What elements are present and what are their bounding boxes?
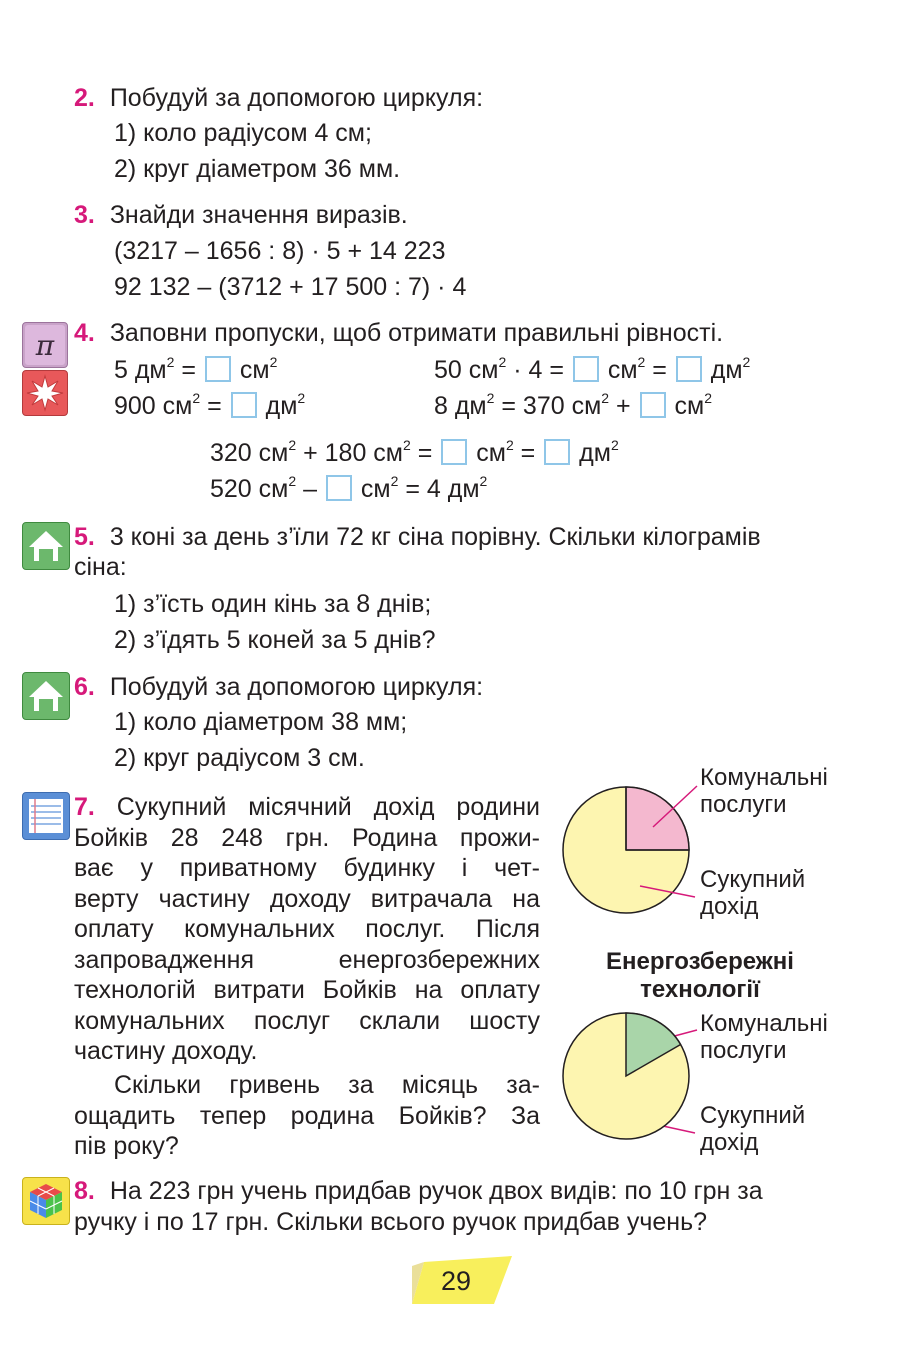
text-span: Сукупний місячний дохід родини (116, 793, 540, 821)
text-line: оплату комунальних послуг. Після (74, 915, 540, 943)
superscript: 2 (498, 354, 507, 370)
superscript: 2 (704, 390, 712, 406)
notebook-icon (22, 792, 70, 840)
eq-part: – (296, 475, 324, 503)
eq-part: = (200, 392, 229, 420)
superscript: 2 (192, 390, 201, 406)
star-burst-icon (22, 370, 68, 416)
expression: (3217 – 1656 : 8) · 5 + 14 223 (114, 237, 446, 265)
pie-chart-before (560, 784, 695, 919)
text-line: технологій витрати Бойків на оплату (74, 976, 540, 1004)
eq-part: 5 дм (114, 356, 167, 384)
task-3-prompt (74, 200, 408, 230)
answer-box[interactable] (326, 475, 352, 501)
svg-text:π: π (35, 329, 55, 362)
task-4-prompt (74, 318, 723, 348)
superscript: 2 (297, 390, 306, 406)
eq-part: 520 см (210, 475, 289, 503)
task-number: 5. (74, 523, 95, 551)
home-icon (22, 522, 70, 570)
label-line: Комунальні (700, 1010, 828, 1037)
answer-box[interactable] (441, 439, 467, 465)
pie-chart-after (560, 1010, 695, 1145)
equation (114, 355, 277, 385)
pie-chart-title (580, 948, 820, 1004)
label-line: послуги (700, 791, 787, 818)
label-line: Сукупний (700, 1102, 806, 1129)
eq-part: = 370 см (494, 392, 602, 420)
task-number: 4. (74, 319, 95, 347)
eq-part: + 180 см (296, 439, 403, 467)
superscript: 2 (742, 354, 751, 370)
eq-part: дм (258, 392, 298, 420)
eq-part: см (667, 392, 705, 420)
expression: 92 132 – (3712 + 17 500 : 7) · 4 (114, 273, 467, 301)
task-text: 3 коні за день з’їли 72 кг сіна порівну. Скільки кілограмів (109, 523, 761, 551)
pie-label-utilities (700, 1010, 828, 1064)
superscript: 2 (288, 473, 297, 489)
eq-part: = 4 дм (398, 475, 480, 503)
eq-part: 50 см (434, 356, 499, 384)
eq-part: дм (703, 356, 743, 384)
eq-part: + (609, 392, 638, 420)
answer-box[interactable] (231, 392, 257, 418)
equation (210, 438, 619, 468)
task-text: Знайди значення виразів. (109, 201, 408, 229)
text-line (74, 792, 540, 823)
superscript: 2 (403, 437, 411, 453)
page-number: 29 (440, 1266, 472, 1296)
superscript: 2 (288, 437, 297, 453)
equation (434, 391, 712, 421)
equation (210, 474, 487, 504)
eq-part: = (174, 356, 203, 384)
answer-box[interactable] (573, 356, 599, 382)
eq-part: = (513, 439, 543, 467)
eq-part: см (469, 439, 506, 467)
task-text: Побудуй за допомогою циркуля: (109, 84, 484, 112)
superscript: 2 (505, 437, 514, 453)
list-item: 1) коло діаметром 38 мм; (114, 708, 408, 736)
text-line: ощадить тепер родина Бойків? За (74, 1101, 540, 1130)
list-item: 2) круг діаметром 36 мм. (114, 155, 401, 183)
text-line: верту частину доходу витрачала на (74, 884, 540, 913)
text-line: пів року? (74, 1132, 179, 1160)
answer-box[interactable] (544, 439, 570, 465)
superscript: 2 (166, 354, 175, 370)
pie-label-utilities (700, 764, 828, 818)
eq-part: 900 см (114, 392, 193, 420)
superscript: 2 (269, 354, 278, 370)
task-number: 6. (74, 673, 95, 701)
superscript: 2 (601, 390, 610, 406)
task-number: 3. (74, 201, 95, 229)
superscript: 2 (479, 473, 488, 489)
answer-box[interactable] (640, 392, 666, 418)
eq-part: см (232, 356, 270, 384)
text-line: комунальних послуг склали шосту (74, 1006, 540, 1035)
text-line: ває у приватному будинку і чет- (74, 854, 540, 882)
answer-box[interactable] (205, 356, 231, 382)
eq-part: см (353, 475, 391, 503)
label-line: дохід (700, 1129, 759, 1156)
eq-part: = (410, 439, 440, 467)
task-5-prompt (74, 522, 761, 552)
pie-slice-utilities (626, 787, 689, 850)
text-line: запровадження енергозбережних (74, 945, 540, 974)
eq-part: · 4 = (506, 356, 571, 384)
task-text: Заповни пропуски, щоб отримати правильні рівності. (109, 319, 724, 347)
task-2-prompt (74, 83, 483, 113)
title-line: Енергозбережні (606, 948, 794, 975)
answer-box[interactable] (676, 356, 702, 382)
task-number: 8. (74, 1177, 95, 1205)
label-line: послуги (700, 1037, 787, 1064)
task-6-prompt (74, 672, 483, 702)
eq-part: = (645, 356, 674, 384)
label-line: дохід (700, 893, 759, 920)
superscript: 2 (637, 354, 646, 370)
equation (434, 355, 750, 385)
task-text-continued: сіна: (74, 553, 127, 581)
pie-label-income (700, 1102, 805, 1156)
list-item: 1) з’їсть один кінь за 8 днів; (114, 590, 432, 618)
superscript: 2 (390, 473, 399, 489)
superscript: 2 (610, 437, 619, 453)
eq-part: 8 дм (434, 392, 487, 420)
equation (114, 391, 305, 421)
pi-icon (22, 322, 68, 368)
text-line: частину доходу. (74, 1037, 258, 1065)
label-line: Сукупний (700, 866, 806, 893)
pie-label-income (700, 866, 805, 920)
eq-part: дм (572, 439, 611, 467)
text-line: Бойків 28 248 грн. Родина прожи- (74, 823, 540, 852)
list-item: 1) коло радіусом 4 см; (114, 119, 372, 147)
task-number: 2. (74, 84, 95, 112)
task-text: На 223 грн учень придбав ручок двох видів: по 10 грн за (109, 1177, 763, 1205)
title-line: технології (640, 976, 760, 1003)
task-number: 7. (74, 793, 95, 821)
task-text-continued: ручку і по 17 грн. Скільки всього ручок придбав учень? (74, 1208, 707, 1236)
eq-part: см (600, 356, 638, 384)
task-text: Побудуй за допомогою циркуля: (109, 673, 484, 701)
task-8-prompt (74, 1176, 763, 1206)
rubik-cube-icon (22, 1177, 70, 1225)
text-line: Скільки гривень за місяць за- (114, 1071, 540, 1099)
task-7-question (74, 1070, 540, 1162)
task-7-body (74, 792, 540, 1067)
home-icon (22, 672, 70, 720)
list-item: 2) круг радіусом 3 см. (114, 744, 365, 772)
eq-part: 320 см (210, 439, 289, 467)
list-item: 2) з’їдять 5 коней за 5 днів? (114, 626, 436, 654)
superscript: 2 (486, 390, 495, 406)
label-line: Комунальні (700, 764, 828, 791)
